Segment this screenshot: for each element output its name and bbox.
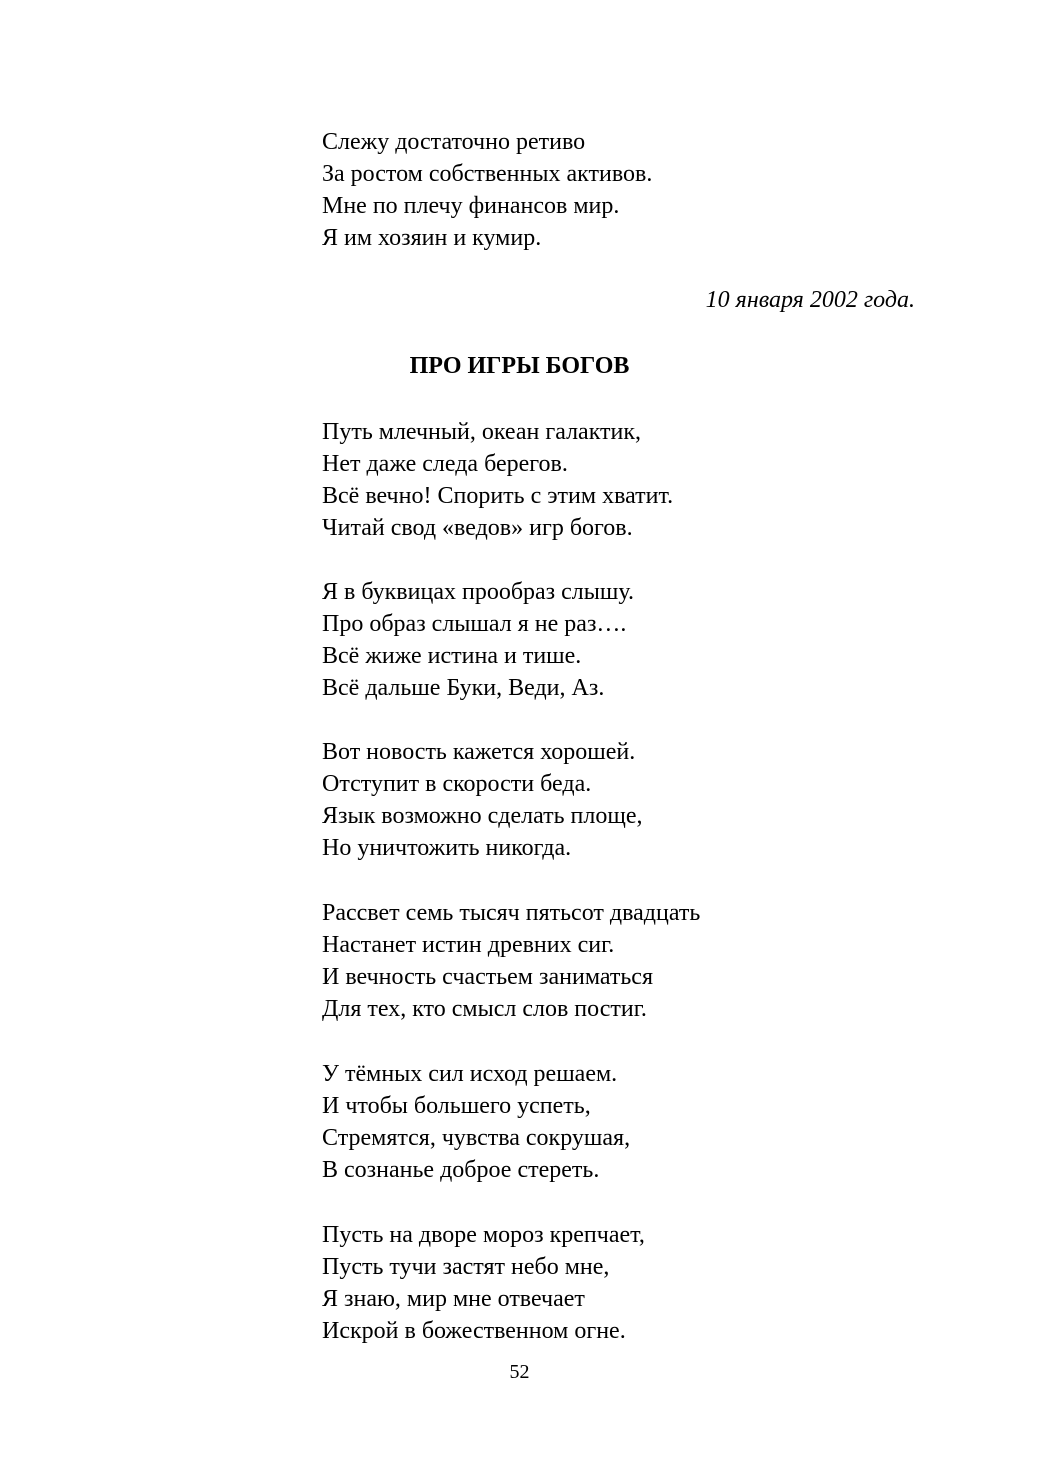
verse-line: Мне по плечу финансов мир. [322, 193, 620, 219]
stanza-top [322, 126, 942, 254]
verse-line: Отступит в скорости беда. [322, 771, 592, 797]
verse-line: Стремятся, чувства сокрушая, [322, 1125, 631, 1151]
verse-line: Всё жиже истина и тише. [322, 643, 582, 669]
verse-line: В сознанье доброе стереть. [322, 1157, 600, 1183]
poem-title: ПРО ИГРЫ БОГОВ [409, 353, 630, 379]
verse-line: За ростом собственных активов. [322, 161, 653, 187]
verse-line: Я знаю, мир мне отвечает [322, 1286, 585, 1312]
verse-line: Я им хозяин и кумир. [322, 225, 542, 251]
verse-line: Настанет истин древних сиг. [322, 932, 615, 958]
verse-line: Нет даже следа берегов. [322, 451, 568, 477]
verse-line: Для тех, кто смысл слов постиг. [322, 996, 647, 1022]
verse-line: Всё дальше Буки, Веди, Аз. [322, 675, 605, 701]
poem-date: 10 января 2002 года. [705, 287, 915, 313]
verse-line: Путь млечный, океан галактик, [322, 419, 642, 445]
stanza-5 [322, 1058, 942, 1186]
verse-line: И вечность счастьем заниматься [322, 964, 653, 990]
verse-line: Пусть тучи застят небо мне, [322, 1254, 610, 1280]
verse-line: И чтобы большего успеть, [322, 1093, 591, 1119]
verse-line: Я в буквицах прообраз слышу. [322, 579, 634, 605]
verse-line: Читай свод «ведов» игр богов. [322, 515, 633, 541]
verse-line: Но уничтожить никогда. [322, 835, 572, 861]
verse-line: Всё вечно! Спорить с этим хватит. [322, 483, 674, 509]
stanza-4 [322, 897, 942, 1025]
verse-line: У тёмных сил исход решаем. [322, 1061, 618, 1087]
stanza-3 [322, 736, 942, 864]
verse-line: Пусть на дворе мороз крепчает, [322, 1222, 645, 1248]
page-number: 52 [509, 1361, 530, 1383]
stanza-1 [322, 416, 942, 544]
stanza-6 [322, 1219, 942, 1347]
verse-line: Вот новость кажется хорошей. [322, 739, 636, 765]
verse-line: Рассвет семь тысяч пятьсот двадцать [322, 900, 701, 926]
stanza-2 [322, 576, 942, 704]
verse-line: Про образ слышал я не раз…. [322, 611, 627, 637]
verse-line: Искрой в божественном огне. [322, 1318, 626, 1344]
verse-line: Слежу достаточно ретиво [322, 129, 586, 155]
verse-line: Язык возможно сделать площе, [322, 803, 643, 829]
